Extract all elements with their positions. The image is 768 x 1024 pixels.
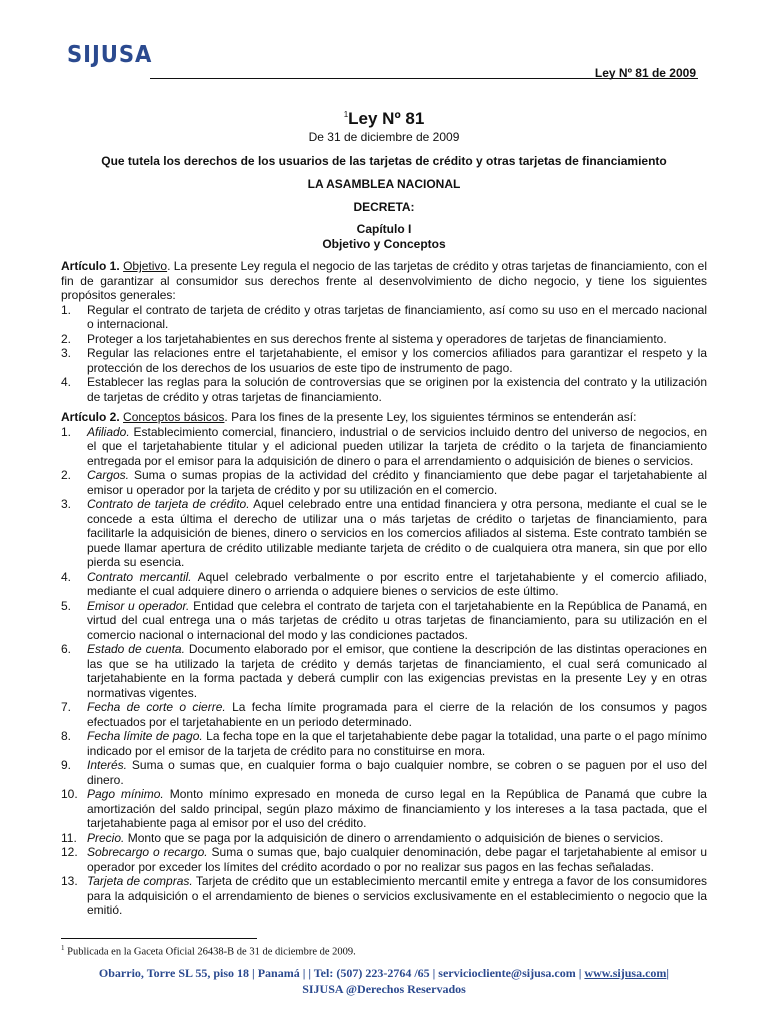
item-definition: Documento elaborado por el emisor, que contiene la descripción de las distintas operaciones en las que se ha utilizado la tarjeta de crédito y demás tarjetas de financiamiento, el cual será comunicado al tarjetahabiente en la forma pactada y deberá cumplir con las exigencias previstas en la presente Ley y en otras normativas vigentes.	[87, 642, 707, 700]
article-2-heading: Conceptos básicos	[123, 410, 225, 424]
header-divider	[150, 78, 698, 79]
item-term: Contrato mercantil.	[87, 569, 192, 584]
item-term: Pago mínimo.	[87, 787, 164, 801]
law-reference: Ley Nº 81 de 2009	[594, 66, 696, 80]
item-definition: Aquel celebrado entre una entidad financiera y otra persona, mediante el cual se le concede a esta última el derecho de utilizar una o más tarjetas de crédito o tarjetas de financiamiento, para facilitarle la adquisición de bienes, dinero o servicios en los comercios afiliados al sistema. Este contrato también se puede llamar apertura de crédito utilizable mediante tarjeta de crédito o de cualquiera otra manera, sin que por ello pierda su esencia.	[87, 497, 707, 569]
item-definition: La fecha tope en la que el tarjetahabiente debe pagar la totalidad, una parte o el pago mínimo indicado por el emisor de la tarjeta de crédito para no constituirse en mora.	[87, 729, 707, 758]
sijusa-logo: SIJUSA	[67, 42, 153, 68]
subtitle: Que tutela los derechos de los usuarios de las tarjetas de crédito y otras tarjetas de financiamiento	[101, 154, 667, 168]
list-item	[61, 303, 707, 332]
item-term: Sobrecargo o recargo.	[87, 845, 208, 859]
article-2-intro	[61, 410, 707, 425]
item-number: 5.	[61, 598, 72, 613]
article-1-list	[61, 303, 707, 405]
document-body	[61, 259, 707, 918]
item-number: 3.	[61, 346, 72, 360]
footnote-text: Publicada en la Gaceta Oficial 26438-B de 31 de diciembre de 2009.	[64, 946, 356, 958]
item-term: Tarjeta de compras.	[87, 874, 193, 888]
chapter-name: Objetivo y Conceptos	[322, 237, 446, 251]
list-item	[61, 642, 707, 700]
list-item	[61, 758, 707, 787]
item-number: 3.	[61, 497, 72, 511]
item-text	[87, 700, 707, 729]
list-item	[61, 831, 707, 846]
footnote	[61, 944, 356, 958]
item-number: 4.	[61, 569, 72, 584]
article-2-label: Artículo 2.	[61, 410, 120, 424]
list-item	[61, 468, 707, 497]
item-text	[87, 468, 707, 497]
item-definition: Monto que se paga por la adquisición de dinero o arrendamiento o adquisición de bienes o servicios.	[124, 830, 664, 845]
list-item	[61, 332, 707, 347]
item-number: 2.	[61, 331, 72, 346]
article-1-intro	[61, 259, 707, 303]
footnote-number: 1	[61, 944, 65, 952]
item-definition: Tarjeta de crédito que un establecimiento mercantil emite y entrega a favor de los consumidores para la adquisición o el arrendamiento de bienes o servicios exclusivamente en el establecimiento o negocio que la emitió.	[87, 874, 708, 917]
item-term: Afiliado.	[87, 424, 130, 439]
website-link[interactable]: www.sijusa.com	[584, 966, 667, 980]
date-line: De 31 de diciembre de 2009	[308, 130, 460, 144]
item-term: Fecha límite de pago.	[87, 729, 203, 743]
item-text	[87, 831, 707, 846]
item-term: Cargos.	[87, 468, 130, 482]
item-term: Estado de cuenta.	[87, 642, 185, 656]
footer-end: |	[666, 966, 670, 980]
footnote-marker[interactable]: 1	[343, 110, 349, 119]
footer-rights: SIJUSA @Derechos Reservados	[302, 982, 466, 996]
article-2-list	[61, 425, 707, 918]
item-text	[87, 758, 707, 787]
item-term: Precio.	[87, 830, 125, 845]
list-item	[61, 787, 707, 831]
article-2-text: . Para los fines de la presente Ley, los siguientes términos se entenderán así:	[224, 410, 637, 424]
law-title-text: Ley Nº 81	[348, 109, 425, 128]
list-item	[61, 497, 707, 570]
item-text	[87, 874, 707, 918]
item-definition: Establecimiento comercial, financiero, industrial o de servicios incluido dentro del universo de negocios, en el que el tarjetahabiente titular y el adicional pueden utilizar la tarjeta de crédito o la tarjeta de financiamiento entregada por el emisor para la adquisición de dinero o para el arrendamiento o adquisición de bienes o servicios.	[87, 424, 707, 468]
decreta-heading: DECRETA:	[353, 200, 415, 214]
item-text	[87, 787, 707, 831]
item-definition: Suma o sumas que, bajo cualquier denominación, debe pagar el tarjetahabiente al emisor u operador por exceder los límites del crédito acordado o por no realizar sus pagos en las fechas señaladas.	[87, 845, 707, 874]
article-1-heading: Objetivo	[123, 259, 168, 273]
item-text	[87, 845, 707, 874]
item-text	[87, 425, 707, 469]
article-1-label: Artículo 1.	[61, 259, 120, 273]
item-number: 7.	[61, 700, 72, 714]
item-term: Interés.	[87, 758, 128, 772]
item-number: 2.	[61, 468, 72, 482]
list-item	[61, 729, 707, 758]
list-item	[61, 425, 707, 469]
item-number: 11.	[61, 830, 77, 845]
article-1-text: . La presente Ley regula el negocio de las tarjetas de crédito y otras tarjetas de financiamiento, con el fin de garantizar al consumidor sus derechos frente al desenvolvimiento de dicho negocio, y tiene los siguientes propósitos generales:	[61, 259, 708, 302]
item-number: 1.	[61, 302, 72, 317]
item-term: Emisor u operador.	[87, 598, 190, 613]
item-definition: Entidad que celebra el contrato de tarjeta con el tarjetahabiente en la República de Panamá, en virtud del cual entrega una o más tarjetas de crédito u otras tarjetas de financiamiento, para su utilización en el comercio nacional o internacional del modo y las condiciones pactados.	[87, 598, 707, 642]
list-item	[61, 570, 707, 599]
item-number: 4.	[61, 375, 72, 389]
footnote-divider	[61, 938, 257, 939]
item-number: 13.	[61, 874, 78, 888]
item-number: 10.	[61, 787, 78, 801]
item-term: Fecha de corte o cierre.	[87, 700, 226, 714]
list-item	[61, 700, 707, 729]
item-number: 12.	[61, 845, 78, 859]
item-definition: Aquel celebrado verbalmente o por escrito entre el tarjetahabiente y el comercio afiliado, mediante el cual adquiere dinero o arrienda o adquiere bienes o servicios de este último.	[87, 569, 707, 598]
item-text: Regular el contrato de tarjeta de crédito y otras tarjetas de financiamiento, así como su uso en el mercado nacional o internacional.	[87, 302, 707, 331]
item-text	[87, 570, 707, 599]
law-title	[0, 109, 768, 129]
item-definition: Suma o sumas propias de la actividad del crédito y financiamiento que debe pagar el tarjetahabiente al emisor u operador por la tarjeta de crédito y por su utilización en el comercio.	[87, 468, 707, 497]
item-text	[87, 642, 707, 700]
item-text	[87, 729, 707, 758]
item-text: Establecer las reglas para la solución de controversias que se originen por la existencia del contrato y la utilización de tarjetas de crédito y otras tarjetas de financiamiento.	[87, 375, 707, 404]
item-number: 6.	[61, 642, 72, 656]
list-item	[61, 845, 707, 874]
item-text	[87, 599, 707, 643]
list-item	[61, 375, 707, 404]
list-item	[61, 346, 707, 375]
footer-contact	[0, 965, 768, 981]
footer-address: Obarrio, Torre SL 55, piso 18 | Panamá | | Tel: (507) 223-2764 /65 | serviciocliente@sijusa.com |	[98, 966, 585, 980]
list-item	[61, 874, 707, 918]
item-text	[87, 497, 707, 570]
item-text: Regular las relaciones entre el tarjetahabiente, el emisor y los comercios afiliados para garantizar el respeto y la protección de los derechos de los usuarios de este tipo de instrumento de pago.	[87, 346, 707, 375]
item-definition: Monto mínimo expresado en moneda de curso legal en la República de Panamá que cubre la amortización del saldo principal, según plazo máximo de financiamiento y los intereses a la tasa pactada, que el tarjetahabiente paga al emisor por el uso del crédito.	[87, 787, 707, 830]
assembly-heading: LA ASAMBLEA NACIONAL	[307, 177, 461, 191]
item-definition: Suma o sumas que, en cualquier forma o bajo cualquier nombre, se cobren o se paguen por el uso del dinero.	[87, 758, 707, 787]
item-number: 9.	[61, 758, 72, 772]
item-number: 8.	[61, 729, 72, 743]
item-text: Proteger a los tarjetahabientes en sus derechos frente al sistema y operadores de tarjetas de financiamiento.	[87, 331, 667, 346]
chapter-number: Capítulo I	[356, 222, 412, 236]
list-item	[61, 599, 707, 643]
item-definition: La fecha límite programada para el cierre de la relación de los consumos y pagos efectuados por el tarjetahabiente en un periodo determinado.	[87, 700, 707, 729]
item-term: Contrato de tarjeta de crédito.	[87, 497, 250, 511]
item-number: 1.	[61, 424, 72, 439]
